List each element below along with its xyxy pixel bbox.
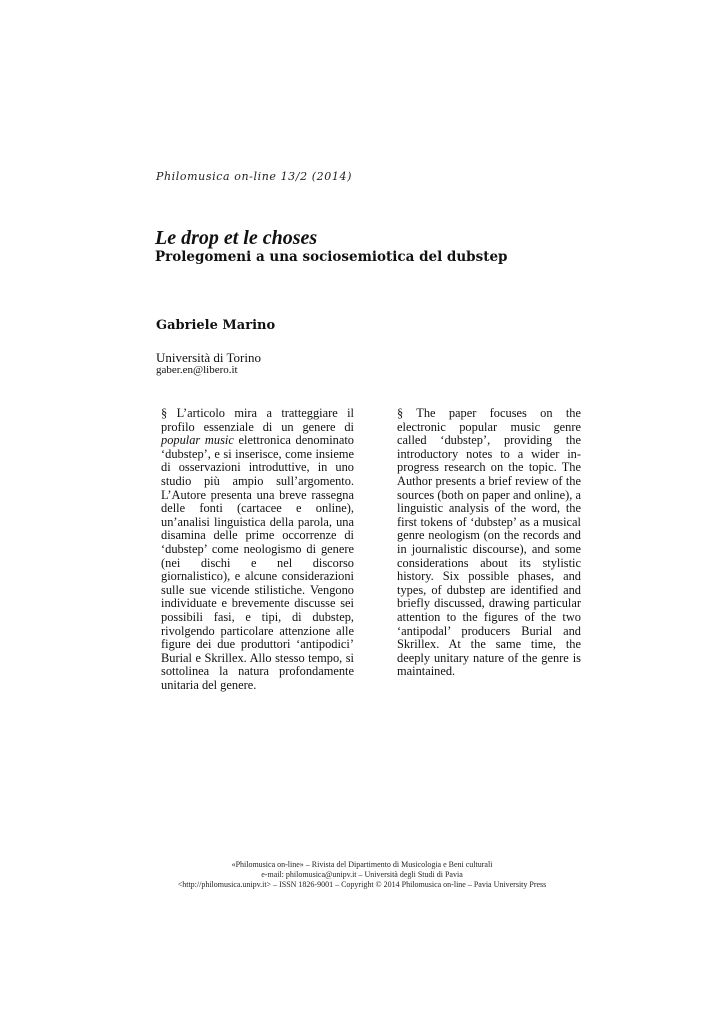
- article-subtitle: Prolegomeni a una sociosemiotica del dubstep: [155, 249, 508, 265]
- footer-journal-line: «Philomusica on-line» – Rivista del Dipartimento di Musicologia e Beni culturali: [231, 860, 493, 869]
- footer-copyright-line: <http://philomusica.unipv.it> – ISSN 1826-9001 – Copyright © 2014 Philomusica on-line – Pavia University Press: [177, 880, 547, 889]
- journal-issue: Philomusica on-line 13/2 (2014): [156, 170, 352, 183]
- abstract-english: [397, 407, 581, 679]
- footer-email-line: e-mail: philomusica@unipv.it – Università degli Studi di Pavia: [261, 870, 463, 879]
- abstract-italian-text-start: § L’articolo mira a tratteggiare il profilo essenziale di un genere di: [161, 406, 354, 434]
- abstract-italian-text-end: elettronica denominato ‘dubstep’, e si inserisce, come insieme di osservazioni introduttive, in uno studio più ampio sull’argomento. L’Autore presenta una breve rassegna delle fonti (cartacee e online), un’analisi linguistica della parola, una disamina delle prime occorrenze di ‘dubstep’ come neologismo di genere (nei dischi e nel discorso giornalistico), e alcune considerazioni sulle sue vicende stilistiche. Vengono individuate e brevemente discusse sei possibili fasi, e tipi, di dubstep, rivolgendo particolare attenzione alle figure dei due produttori ‘antipodici’ Burial e Skrillex. Allo stesso tempo, si sottolinea la natura profondamente unitaria del genere.: [161, 433, 354, 692]
- page-footer: [140, 860, 584, 890]
- author-name: Gabriele Marino: [156, 318, 276, 333]
- author-affiliation: Università di Torino: [156, 350, 262, 365]
- author-email[interactable]: gaber.en@libero.it: [156, 364, 238, 376]
- abstract-italian: [161, 407, 354, 692]
- abstract-italian-italic-term: popular music: [161, 433, 234, 448]
- abstract-english-text: § The paper focuses on the electronic popular music genre called ‘dubstep’, providing the introductory notes to a wider in-progress research on the topic. The Author presents a brief review of the sources (both on paper and online), a linguistic analysis of the word, the first tokens of ‘dubstep’ as a musical genre neologism (on the records and in journalistic discourse), and some considerations about its stylistic history. Six possible phases, and types, of dubstep are identified and briefly discussed, drawing particular attention to the figures of the two ‘antipodal’ producers Burial and Skrillex. At the same time, the deeply unitary nature of the genre is maintained.: [397, 406, 581, 679]
- article-title: Le drop et le choses: [155, 227, 318, 249]
